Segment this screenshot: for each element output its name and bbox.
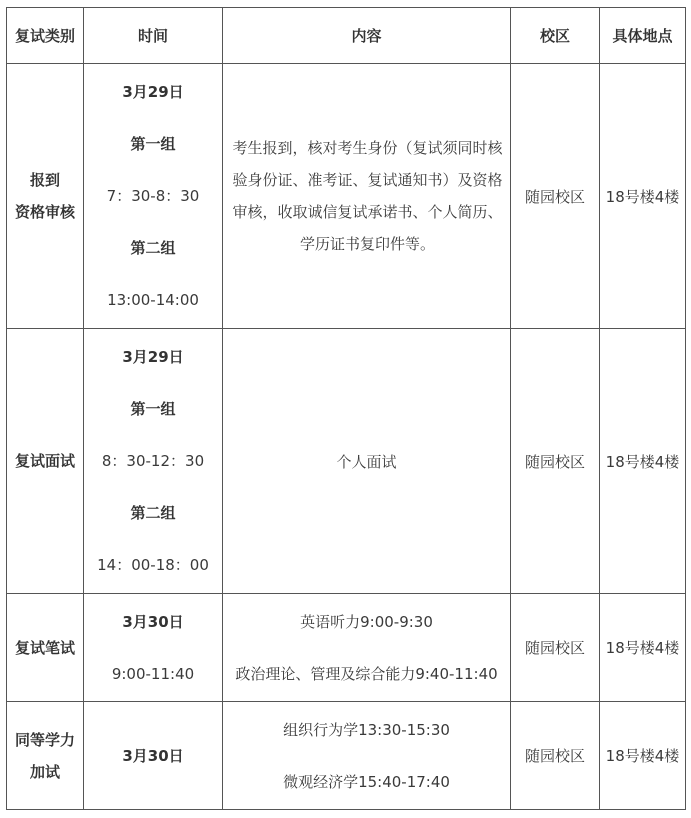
group-label: 第二组 (130, 239, 176, 257)
retest-schedule-table (6, 7, 686, 810)
campus-cell: 随园校区 (511, 594, 600, 702)
location-cell: 18号楼4楼 (600, 594, 686, 702)
content-line: 微观经济学15:40-17:40 (283, 772, 450, 791)
table-row (7, 702, 686, 810)
date-label: 3月29日 (122, 348, 184, 366)
location-cell: 18号楼4楼 (600, 64, 686, 329)
time-range: 14：00-18：00 (97, 556, 209, 574)
content-line: 政治理论、管理及综合能力9:40-11:40 (235, 664, 498, 683)
time-cell (84, 64, 223, 329)
content-cell (223, 594, 511, 702)
category-label: 报到 资格审核 (14, 171, 75, 221)
header-time: 时间 (84, 8, 223, 64)
category-cell (7, 64, 84, 329)
group-label: 第一组 (130, 400, 176, 418)
category-cell: 复试笔试 (7, 594, 84, 702)
time-range: 7：30-8：30 (106, 187, 200, 205)
content-cell (223, 64, 511, 329)
content-line: 英语听力9:00-9:30 (300, 612, 433, 631)
schedule-table-wrapper (6, 7, 686, 810)
time-cell (84, 594, 223, 702)
content-line: 组织行为学13:30-15:30 (283, 720, 450, 739)
header-content: 内容 (223, 8, 511, 64)
table-row (7, 64, 686, 329)
content-cell: 个人面试 (223, 329, 511, 594)
header-location: 具体地点 (600, 8, 686, 64)
content-text: 考生报到，核对考生身份（复试须同时核验身份证、准考证、复试通知书）及资格审核，收取诚信复试承诺书、个人简历、学历证书复印件等。 (232, 139, 503, 253)
location-cell: 18号楼4楼 (600, 702, 686, 810)
location-cell: 18号楼4楼 (600, 329, 686, 594)
category-label: 复试面试 (14, 452, 75, 470)
group-label: 第一组 (130, 135, 176, 153)
time-range: 8：30-12：30 (101, 452, 205, 470)
campus-cell: 随园校区 (511, 329, 600, 594)
category-label: 加试 (29, 762, 60, 781)
table-row (7, 594, 686, 702)
header-campus: 校区 (511, 8, 600, 64)
time-range: 9:00-11:40 (111, 664, 195, 683)
time-cell (84, 329, 223, 594)
category-cell (7, 702, 84, 810)
date-label: 3月29日 (122, 83, 184, 101)
content-cell (223, 702, 511, 810)
header-category: 复试类别 (7, 8, 84, 64)
date-label: 3月30日 (122, 612, 184, 631)
campus-cell: 随园校区 (511, 702, 600, 810)
campus-cell: 随园校区 (511, 64, 600, 329)
table-row (7, 329, 686, 594)
time-range: 13:00-14:00 (107, 291, 199, 309)
time-cell: 3月30日 (84, 702, 223, 810)
group-label: 第二组 (130, 504, 176, 522)
category-label: 同等学力 (14, 730, 75, 749)
category-cell (7, 329, 84, 594)
header-row (7, 8, 686, 64)
